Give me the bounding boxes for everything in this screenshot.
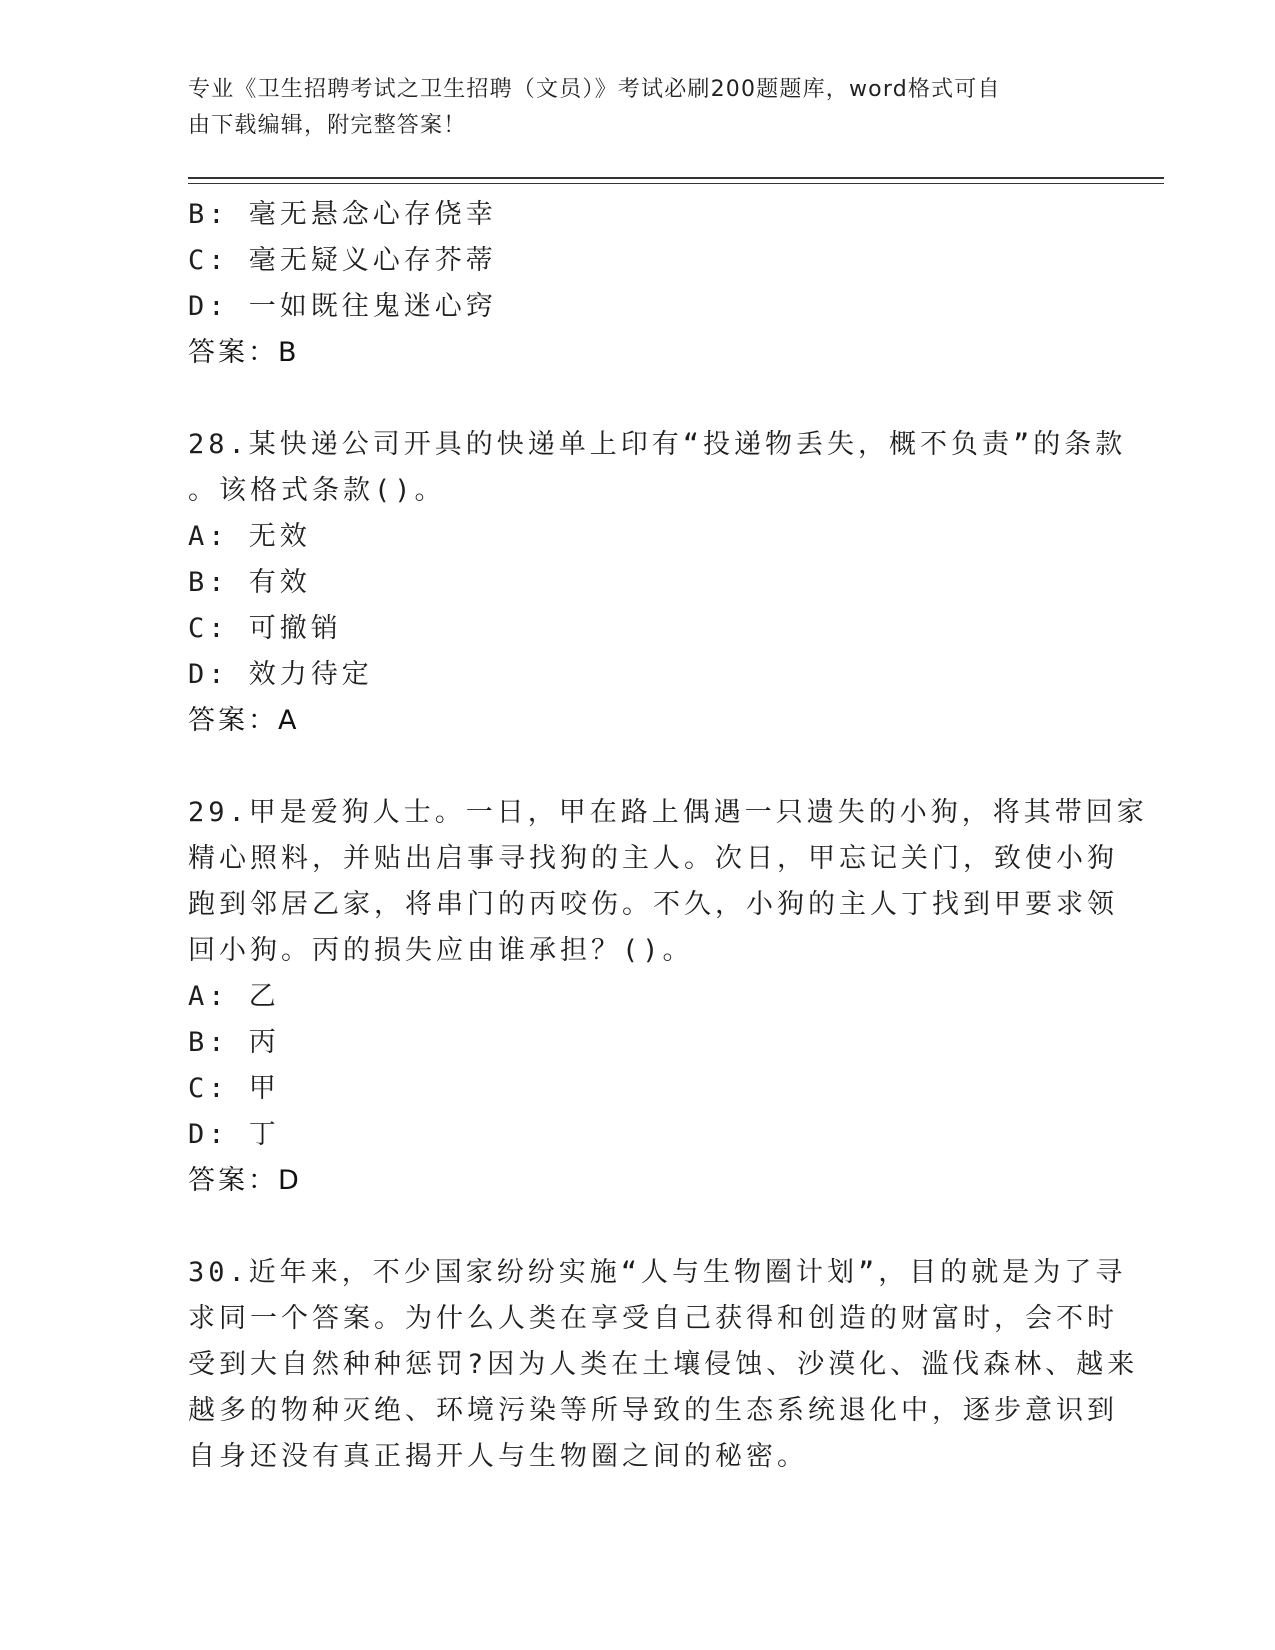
question-28 — [188, 422, 1127, 744]
option-d: D: 丁 — [188, 1119, 280, 1150]
question-text-line: 回小狗。丙的损失应由谁承担？()。 — [188, 935, 694, 966]
answer-28: 答案：A — [188, 705, 300, 736]
question-text-line: 受到大自然种种惩罚?因为人类在土壤侵蚀、沙漠化、滥伐森林、越来 — [188, 1349, 1139, 1380]
option-c: C: 毫无疑义心存芥蒂 — [188, 245, 497, 276]
question-text-line: 28.某快递公司开具的快递单上印有“投递物丢失，概不负责”的条款 — [188, 429, 1127, 460]
question-text-line: 求同一个答案。为什么人类在享受自己获得和创造的财富时，会不时 — [188, 1303, 1118, 1334]
option-a: A: 无效 — [188, 521, 311, 552]
question-text-line: 。该格式条款()。 — [188, 475, 446, 506]
question-text-line: 精心照料，并贴出启事寻找狗的主人。次日，甲忘记关门，致使小狗 — [188, 843, 1118, 874]
question-text-line: 29.甲是爱狗人士。一日，甲在路上偶遇一只遗失的小狗，将其带回家 — [188, 797, 1148, 828]
option-b: B: 毫无悬念心存侥幸 — [188, 199, 497, 230]
spacer — [188, 1204, 1088, 1250]
answer-27: 答案：B — [188, 337, 300, 368]
option-b: B: 丙 — [188, 1027, 280, 1058]
question-text-line: 自身还没有真正揭开人与生物圈之间的秘密。 — [188, 1441, 808, 1472]
document-header — [188, 72, 1088, 144]
option-d: D: 一如既往鬼迷心窍 — [188, 291, 497, 322]
question-30 — [188, 1250, 1139, 1480]
option-d: D: 效力待定 — [188, 659, 373, 690]
header-line-2: 由下载编辑，附完整答案！ — [188, 113, 467, 138]
question-29 — [188, 790, 1148, 1204]
question-text-line: 跑到邻居乙家，将串门的丙咬伤。不久，小狗的主人丁找到甲要求领 — [188, 889, 1118, 920]
header-rule-thick — [188, 177, 1164, 179]
question-27-options — [188, 192, 1088, 376]
option-a: A: 乙 — [188, 981, 280, 1012]
header-line-1: 专业《卫生招聘考试之卫生招聘（文员）》考试必刷200题题库，word格式可自 — [188, 77, 1001, 102]
question-text-line: 越多的物种灭绝、环境污染等所导致的生态系统退化中，逐步意识到 — [188, 1395, 1118, 1426]
spacer — [188, 376, 1088, 422]
question-29-text — [188, 790, 1148, 974]
question-30-text — [188, 1250, 1139, 1480]
question-28-text — [188, 422, 1127, 514]
option-c: C: 甲 — [188, 1073, 280, 1104]
document-body — [188, 192, 1148, 1480]
question-text-line: 30.近年来，不少国家纷纷实施“人与生物圈计划”，目的就是为了寻 — [188, 1257, 1127, 1288]
answer-29: 答案：D — [188, 1165, 302, 1196]
option-c: C: 可撤销 — [188, 613, 342, 644]
option-b: B: 有效 — [188, 567, 311, 598]
header-rule-thin — [188, 183, 1164, 184]
spacer — [188, 744, 1088, 790]
